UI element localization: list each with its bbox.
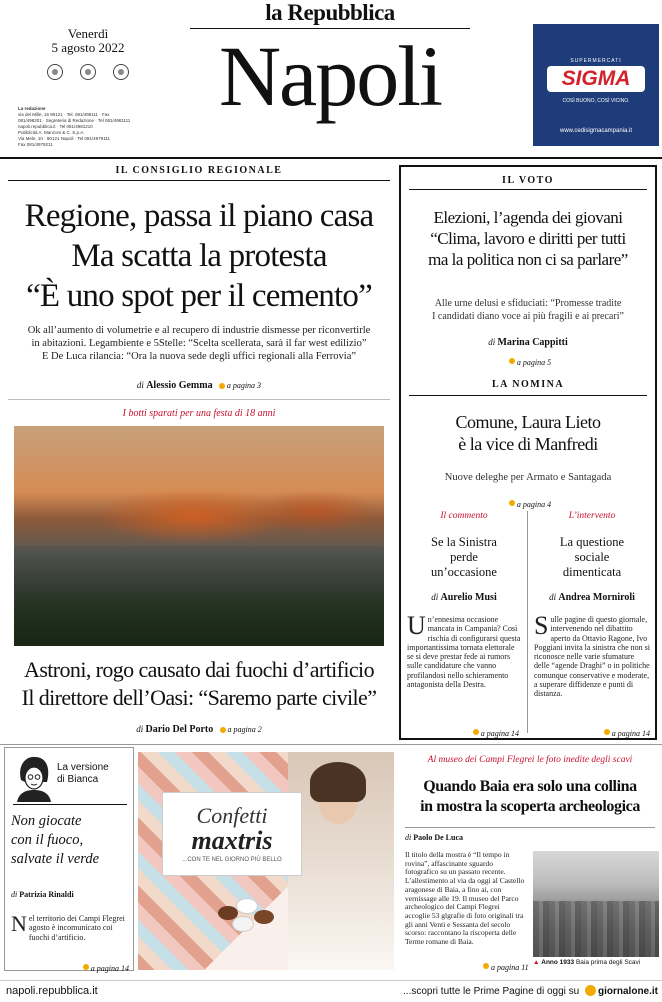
sigma-tagline: COSÌ BUONO, COSÌ VICINO. [562, 98, 630, 104]
baia-byline [405, 833, 525, 842]
page-ref[interactable]: a pagina 3 [226, 381, 262, 390]
page-dot-icon [509, 500, 515, 506]
byline-author: Aurelio Musi [440, 592, 497, 603]
address-line: Via Mele, 10 · 80121 Napoli · Tel 081/4979111 [18, 136, 110, 141]
bianca-rule [13, 804, 127, 805]
intervento-column[interactable] [532, 511, 652, 737]
byline-prefix: di [136, 380, 144, 390]
lead-kicker: IL CONSIGLIO REGIONALE [115, 165, 283, 176]
baia-terraces [533, 901, 659, 957]
photo-headline [0, 656, 398, 712]
photo-kicker: I botti sparati per una festa di 18 anni [122, 408, 276, 419]
weather-icon [113, 64, 129, 80]
commento-title-line: perde [450, 550, 478, 564]
hill-silhouette [14, 546, 384, 646]
edition-title: Napoli [218, 28, 442, 124]
redazione-label: La redazione [18, 106, 46, 111]
commento-title [405, 535, 523, 580]
lead-headline [0, 196, 398, 316]
nomina-kicker: LA NOMINA [491, 379, 565, 390]
bianca-title-line: La versione [57, 762, 109, 773]
baia-story[interactable] [399, 747, 661, 971]
byline-prefix: di [405, 833, 412, 842]
bianca-title-line: di Bianca [57, 774, 99, 785]
dropcap: U [407, 611, 426, 640]
address-line: Fax 081/4979211 [18, 142, 53, 147]
intervento-kicker: L’intervento [568, 511, 616, 521]
page-ref[interactable]: a pagina 14 [90, 964, 129, 973]
brand-name: la Repubblica [265, 0, 395, 25]
page-ref[interactable]: a pagina 14 [611, 729, 650, 738]
confetti-candies [218, 888, 288, 938]
voto-byline [401, 337, 655, 348]
commento-pageref [469, 721, 519, 740]
commento-column[interactable] [405, 511, 523, 737]
address-line: 081/498201 · Segreteria di Redazione · Tel 081/4981111 [18, 118, 131, 123]
editorial-info [18, 106, 158, 148]
byline-author: Paolo De Luca [413, 833, 464, 842]
page-ref[interactable]: a pagina 2 [227, 725, 262, 734]
caption-marker-icon: ▲ [533, 959, 540, 966]
sigma-url: www.cedisigmacampania.it [559, 128, 633, 134]
model-hair [310, 762, 366, 802]
bianca-quote-line: Non giocate [11, 813, 82, 829]
dropcap: S [534, 611, 549, 640]
date: 5 agosto 2022 [51, 40, 125, 55]
page-dot-icon [219, 383, 225, 389]
voto-summary [401, 297, 655, 323]
bianca-column[interactable] [4, 747, 134, 971]
footer-brand: giornalone.it [598, 986, 658, 997]
fire-photo[interactable] [14, 426, 384, 646]
voto-headline-line: ma la politica non ci sa parlare” [428, 250, 628, 269]
footer-promo[interactable] [322, 985, 658, 997]
commento-body [405, 611, 523, 690]
intervento-title-line: sociale [574, 550, 610, 564]
masthead [0, 0, 662, 160]
page-dot-icon [220, 727, 226, 733]
page-dot-icon [483, 963, 489, 969]
right-column-box [399, 165, 657, 740]
lead-headline-line: “È uno spot per il cemento” [26, 278, 372, 314]
commento-byline [405, 592, 523, 603]
baia-headline-line: in mostra la scoperta archeologica [420, 798, 640, 815]
baia-pageref [479, 955, 529, 974]
caption-year: Anno 1933 [541, 959, 575, 966]
nomina-headline-line: Comune, Laura Lieto [455, 412, 601, 432]
page-ref[interactable]: a pagina 14 [480, 729, 519, 738]
commento-kicker: Il commento [440, 511, 488, 521]
column-divider [527, 511, 528, 733]
summary-line: I candidati diano voce ai più fragili e ai precari” [432, 311, 624, 322]
dropcap: N [11, 911, 27, 936]
photo-byline [0, 724, 398, 735]
page-ref[interactable]: a pagina 11 [491, 963, 529, 972]
author-avatar [13, 754, 55, 802]
bianca-body [11, 911, 129, 942]
footer-divider [0, 980, 662, 981]
nomina-summary: Nuove deleghe per Armato e Santagada [444, 472, 612, 483]
byline-author: Andrea Morniroli [558, 592, 635, 603]
voto-headline[interactable] [401, 207, 655, 270]
page-ref[interactable]: a pagina 5 [516, 358, 552, 367]
body-text: el territorio dei Campi Flegrei agosto è incomunicato coi fuochi d’artificio. [28, 914, 125, 942]
baia-kicker: Al museo dei Campi Flegrei le foto inedite degli scavi [427, 755, 633, 765]
byline-prefix: di [488, 337, 496, 347]
byline-author: Patrizia Rinaldi [19, 890, 74, 899]
giornalone-logo-icon [585, 985, 596, 996]
masthead-divider [0, 157, 662, 159]
kicker-rule [409, 395, 647, 396]
byline-author: Dario Del Porto [145, 724, 214, 735]
footer-site-link[interactable]: napoli.repubblica.it [6, 985, 98, 997]
confetti-ad[interactable] [138, 752, 394, 970]
bianca-pageref [79, 956, 129, 975]
voto-headline-line: “Clima, lavoro e diritti per tutti [430, 229, 626, 248]
baia-caption [533, 959, 661, 966]
sigma-ad[interactable] [533, 24, 659, 146]
page-dot-icon [509, 358, 515, 364]
sigma-small-label: SUPERMERCATI [570, 58, 622, 64]
byline-prefix: di [11, 890, 18, 899]
bianca-title [57, 762, 133, 786]
bianca-byline [11, 890, 131, 899]
baia-photo[interactable] [533, 851, 659, 957]
summary-line: in abitazioni. Legambiente e 5Stelle: “Scelta scellerata, sarà il far west edilizio” [31, 338, 367, 349]
commento-title-line: un’occasione [431, 565, 497, 579]
page-ref[interactable]: a pagina 4 [516, 500, 552, 509]
bianca-quote-line: con il fuoco, [11, 832, 84, 848]
photo-story[interactable] [0, 400, 398, 740]
nomina-pageref [401, 492, 655, 511]
ad-label-card [162, 792, 302, 876]
baia-rule [405, 827, 655, 828]
intervento-body [532, 611, 652, 699]
baia-headline [399, 777, 661, 817]
address-line: Pubblicità A. Manzoni & C. S.p.A. [18, 130, 85, 135]
page-dot-icon [473, 729, 479, 735]
body-text: ulle pagine di questo giornale, intervenendo nel dibattito aperto da Ottavio Ragone, Ivo Poggiani invita la sinistra che non si riconosce nelle varie sfumature delle “agende Draghi” o in politiche comunque conservative e moderate, a superare diffidenze e punti di distanza. [534, 615, 650, 699]
sigma-logo: SIGMA [547, 66, 645, 92]
page-dot-icon [604, 729, 610, 735]
kicker-rule [409, 189, 647, 190]
ad-tagline: ...CON TE NEL GIORNO PIÙ BELLO [182, 857, 282, 863]
footer-promo-text: ...scopri tutte le Prime Pagine di oggi su [403, 986, 580, 997]
intervento-title-line: dimenticata [562, 565, 622, 579]
weather-icon [47, 64, 63, 80]
byline-prefix: di [549, 592, 557, 602]
intervento-pageref [600, 721, 650, 740]
weather-icon [80, 64, 96, 80]
voto-kicker: IL VOTO [502, 175, 554, 186]
byline-author: Alessio Gemma [146, 380, 213, 391]
portrait-icon [13, 754, 55, 802]
bottom-divider [0, 744, 662, 745]
intervento-byline [532, 592, 652, 603]
kicker-rule [8, 180, 390, 181]
voto-headline-line: Elezioni, l’agenda dei giovani [433, 208, 623, 227]
summary-line: Alle urne delusi e sfiduciati: “Promesse tradite [434, 298, 622, 309]
intervento-title-line: La questione [559, 535, 625, 549]
address-line: napoli.repubblica.it · Tel 081/4981210 [18, 124, 93, 129]
bianca-quote-line: salvate il verde [11, 851, 100, 867]
address-line: via del Mille, 16 80121 · Tel. 081/498111 · Fax [18, 112, 110, 117]
lead-headline-line: Regione, passa il piano casa [24, 198, 374, 234]
photo-headline-line: Il direttore dell’Oasi: “Saremo parte civile” [21, 685, 377, 710]
voto-pageref [401, 350, 655, 369]
photo-headline-line: Astroni, rogo causato dai fuochi d’artificio [24, 657, 374, 682]
baia-body: Il titolo della mostra è “Il tempo in rovina”, affascinante sguardo fotografico su un passato recente. L’allestimento al via da oggi al Castello aragonese di Baia, a fino ai, con vernissage alle 19. Il museo del Parco archeologico dei Campi Flegrei accoglie 53 glgrafie di foto originali tra gli anni Venti e Sessanta del secolo scorso: raccontano la riscoperta delle Terme romane di Baia. [405, 850, 525, 947]
summary-line: Ok all’aumento di volumetrie e al recupero di industrie dismesse per riconvertirle [27, 325, 371, 336]
byline-prefix: di [431, 592, 439, 602]
lead-story[interactable] [0, 160, 398, 400]
bianca-quote [11, 812, 131, 869]
summary-line: E De Luca rilancia: “Ora la nuova sede degli uffici regionali alla Ferrovia” [41, 351, 357, 362]
day-name: Venerdì [67, 26, 109, 41]
byline-author: Marina Cappitti [497, 337, 568, 348]
lead-headline-line: Ma scatta la protesta [71, 238, 327, 274]
ad-brand-line: Confetti [196, 803, 268, 828]
byline-prefix: di [136, 724, 144, 734]
body-text: n’ennesima occasione mancata in Campania? Così rischia di configurarsi questa importantissima tornata elettorale se si deve prestar fede ai rumors sulle candidature che vanno profilandosi nello schieramento antagonista della Destra. [407, 615, 521, 690]
nomina-headline-line: è la vice di Manfredi [458, 434, 598, 454]
nomina-headline[interactable] [401, 411, 655, 455]
weather-strip [18, 64, 158, 84]
lead-summary [0, 324, 398, 363]
commento-title-line: Se la Sinistra [431, 535, 497, 549]
page-dot-icon [83, 964, 89, 970]
caption-text: Baia prima degli Scavi [575, 959, 641, 966]
baia-headline-line: Quando Baia era solo una collina [423, 778, 637, 795]
lead-byline [0, 380, 398, 391]
intervento-title [532, 535, 652, 580]
model-photo [288, 752, 394, 970]
ad-brand-line: maxtris [191, 826, 273, 855]
